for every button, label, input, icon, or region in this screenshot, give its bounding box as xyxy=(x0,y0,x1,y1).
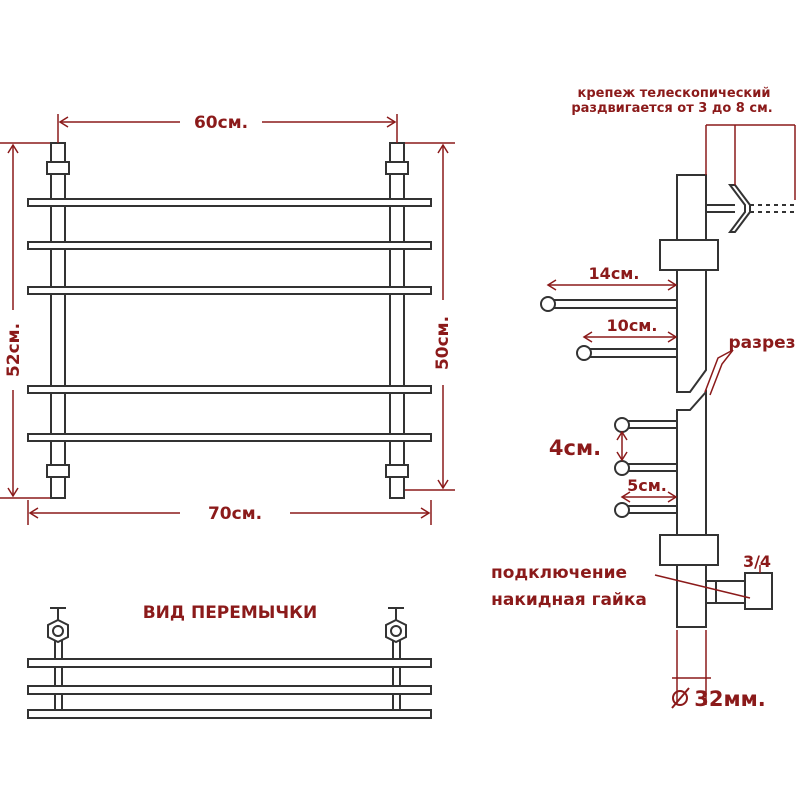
side-collar-top xyxy=(660,240,718,270)
rung-end-lower-2 xyxy=(615,461,629,475)
rung-end-upper xyxy=(541,297,555,311)
dim-depth-upper: 14см. xyxy=(588,264,640,283)
side-collar-bottom xyxy=(660,535,718,565)
side-dimensions xyxy=(548,125,795,705)
rung-end-lower-1 xyxy=(615,418,629,432)
dim-height-right: 50см. xyxy=(433,315,453,371)
bar-1 xyxy=(28,199,431,206)
bar-2 xyxy=(28,242,431,249)
side-post-lower xyxy=(677,392,706,627)
jumper-view xyxy=(28,608,431,718)
bar-4 xyxy=(28,386,431,393)
rung-end-middle xyxy=(577,346,591,360)
jumper-bar-3 xyxy=(28,710,431,718)
connection-label-line2: накидная гайка xyxy=(491,590,647,610)
wall-mount-plate xyxy=(730,185,750,232)
jumper-bar-2 xyxy=(28,686,431,694)
jumper-view-label: ВИД ПЕРЕМЫЧКИ xyxy=(142,603,318,623)
dim-spacing-vertical: 4см. xyxy=(548,436,602,460)
right-post xyxy=(390,143,404,498)
dim-height-left: 52см. xyxy=(4,322,24,378)
left-bottom-clamp xyxy=(47,465,69,477)
bar-3 xyxy=(28,287,431,294)
connection-label-line1: подключение xyxy=(490,563,628,583)
thread-size-label: 3/4 xyxy=(742,552,772,571)
dim-depth-bottom: 5см. xyxy=(627,476,667,495)
bar-5 xyxy=(28,434,431,441)
front-view xyxy=(28,143,431,498)
left-top-clamp xyxy=(47,162,69,174)
dim-width-bottom: 70см. xyxy=(207,504,263,524)
diameter-symbol xyxy=(672,688,689,708)
rung-end-lower-3 xyxy=(615,503,629,517)
jumper-bar-1 xyxy=(28,659,431,667)
right-bottom-clamp xyxy=(386,465,408,477)
dim-width-top: 60см. xyxy=(193,113,249,133)
dim-diameter: 32мм. xyxy=(694,687,766,711)
connection-nut xyxy=(745,573,772,609)
front-dimensions xyxy=(0,114,455,525)
side-post-upper xyxy=(677,175,706,392)
cut-label: разрез xyxy=(728,333,796,353)
right-top-clamp xyxy=(386,162,408,174)
mount-note-line2: раздвигается от 3 до 8 см. xyxy=(571,101,773,116)
left-post xyxy=(51,143,65,498)
mount-note-line1: крепеж телескопический xyxy=(577,86,771,101)
dim-depth-lower: 10см. xyxy=(606,316,658,335)
